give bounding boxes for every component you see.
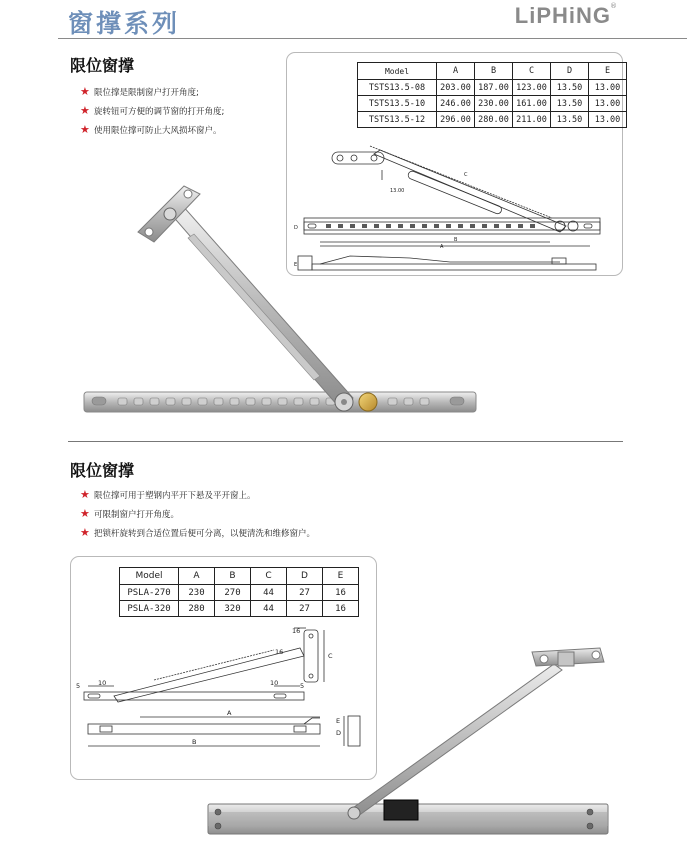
stay-product-photo-2 [200,640,612,840]
bullet-item: ★ 限位撑可用于塑钢内平开下悬及平开窗上。 [80,485,315,504]
table-cell: 27 [287,601,323,617]
section2-bullets [80,485,315,542]
section2-spec-table [119,567,359,617]
table-header: D [287,568,323,585]
table-cell: 296.00 [437,112,475,128]
dim-label-5-left: 5 [76,682,81,690]
table-cell: 123.00 [513,80,551,96]
table-header: D [551,63,589,80]
table-row [358,96,627,112]
bullet-item: ★ 旋转钮可方便的调节窗的打开角度; [80,101,224,120]
dim-label-b: B [192,738,197,746]
star-icon: ★ [80,85,90,98]
table-cell: PSLA-320 [120,601,179,617]
table-cell: 230 [179,585,215,601]
dim-label-a: A [227,709,232,717]
dim-label-e: E [294,262,298,268]
star-icon: ★ [80,526,90,539]
table-cell: 16 [323,585,359,601]
dim-label-5-right: 5 [300,682,305,690]
table-cell: 44 [251,585,287,601]
dim-label-16b: 16 [275,648,284,656]
dim-label-d: D [336,729,342,737]
table-cell: 161.00 [513,96,551,112]
table-cell: 320 [215,601,251,617]
bullet-item: ★ 可限制窗户打开角度。 [80,504,315,523]
table-header: A [179,568,215,585]
section1-bullets [80,82,224,139]
table-cell: TSTS13.5-08 [358,80,437,96]
section1-spec-table [357,62,627,128]
section1-technical-drawing [290,140,615,272]
table-cell: 270 [215,585,251,601]
table-header: Model [358,63,437,80]
section-divider [68,441,623,442]
bullet-item: ★ 把锁杆旋转到合适位置后便可分离，以便清洗和维修窗户。 [80,523,315,542]
table-cell: TSTS13.5-10 [358,96,437,112]
section1-title: 限位窗撑 [70,56,135,75]
table-cell: 13.50 [551,96,589,112]
table-header: E [323,568,359,585]
table-cell: 13.00 [589,80,627,96]
table-cell: TSTS13.5-12 [358,112,437,128]
table-header: A [437,63,475,80]
table-cell: 187.00 [475,80,513,96]
table-cell: 13.50 [551,80,589,96]
table-row [120,601,359,617]
star-icon: ★ [80,123,90,136]
dim-label-d: D [294,225,298,231]
dim-label-a: A [440,244,444,250]
table-cell: 211.00 [513,112,551,128]
table-row [120,585,359,601]
table-cell: PSLA-270 [120,585,179,601]
table-header: B [215,568,251,585]
table-row [358,112,627,128]
brand-logo: LiPHiNG [514,3,611,28]
dim-label-13: 13.00 [390,188,405,194]
dim-label-10-left: 10 [98,679,107,687]
table-cell: 13.50 [551,112,589,128]
table-cell: 27 [287,585,323,601]
star-icon: ★ [80,488,90,501]
dim-label-c: C [328,652,333,660]
dim-label-b: B [454,237,458,243]
star-icon: ★ [80,104,90,117]
registered-mark: ® [610,2,617,10]
table-cell: 13.00 [589,112,627,128]
header-rule [58,38,687,39]
table-header: C [251,568,287,585]
table-cell: 203.00 [437,80,475,96]
table-header: Model [120,568,179,585]
table-cell: 16 [323,601,359,617]
dim-label-e: E [336,717,341,725]
table-header: E [589,63,627,80]
table-cell: 13.00 [589,96,627,112]
bullet-item: ★ 使用限位撑可防止大风损坏窗户。 [80,120,224,139]
table-cell: 44 [251,601,287,617]
table-cell: 246.00 [437,96,475,112]
dim-label-c: C [464,172,468,178]
table-cell: 230.00 [475,96,513,112]
section2-title: 限位窗撑 [70,461,135,480]
dim-label-16a: 16 [292,627,301,635]
dim-label-10-right: 10 [270,679,279,687]
star-icon: ★ [80,507,90,520]
table-cell: 280.00 [475,112,513,128]
table-header: B [475,63,513,80]
table-header: C [513,63,551,80]
bullet-item: ★ 限位撑是限制窗户打开角度; [80,82,224,101]
page-title: 窗撑系列 [68,9,181,38]
table-cell: 280 [179,601,215,617]
table-row [358,80,627,96]
